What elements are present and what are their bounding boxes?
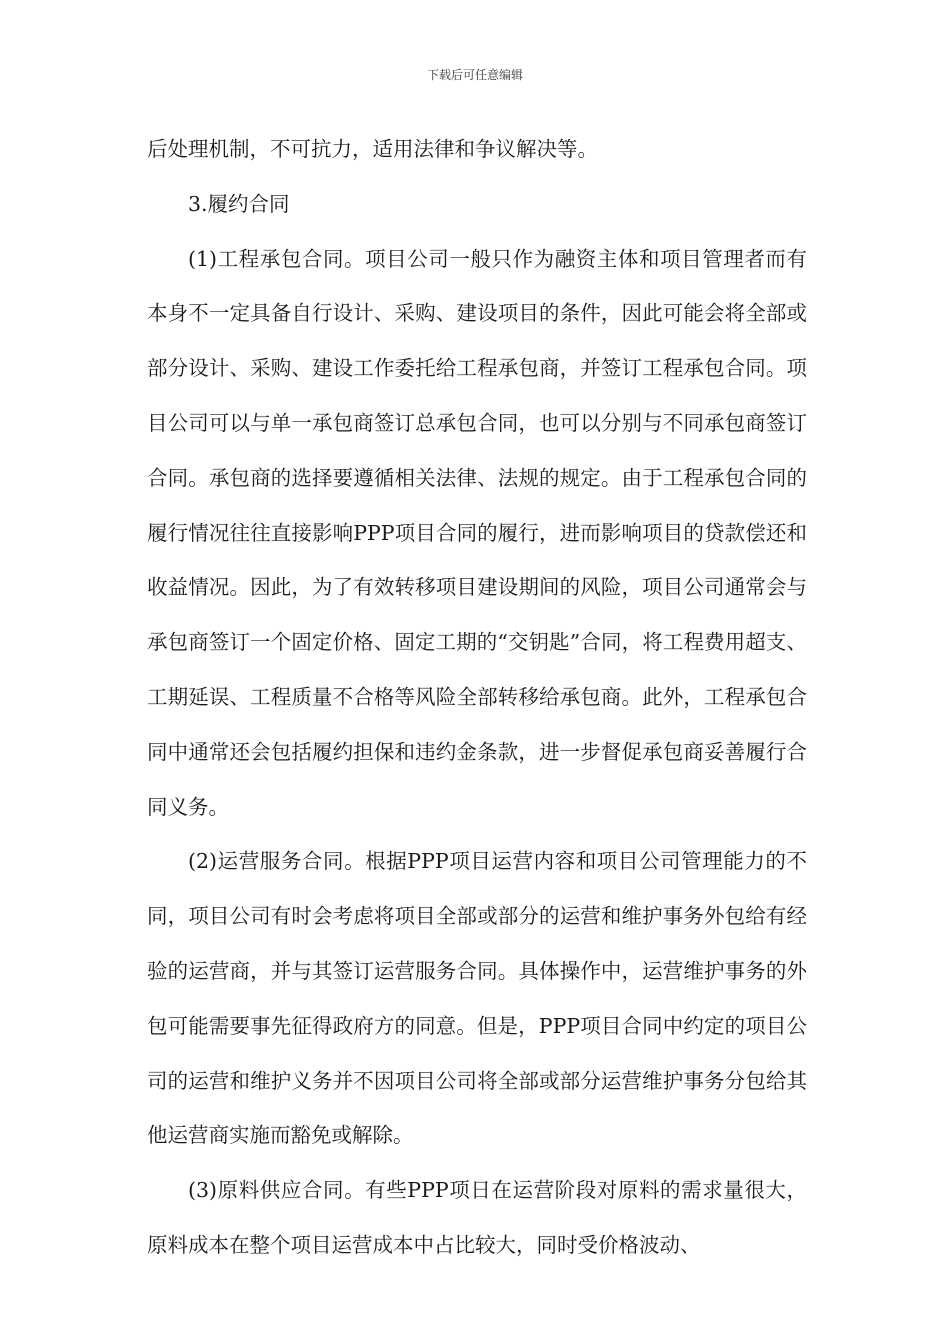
paragraph: (1)工程承包合同。项目公司一般只作为融资主体和项目管理者而有本身不一定具备自行设计、采购、建设项目的条件，因此可能会将全部或部分设计、采购、建设工作委托给工程承包商，并签订工程承包合同。项目公司可以与单一承包商签订总承包合同，也可以分别与不同承包商签订合同。承包商的选择要遵循相关法律、法规的规定。由于工程承包合同的履行情况往往直接影响PPP项目合同的履行，进而影响项目的贷款偿还和收益情况。因此，为了有效转移项目建设期间的风险，项目公司通常会与承包商签订一个固定价格、固定工期的“交钥匙”合同，将工程费用超支、工期延误、工程质量不合格等风险全部转移给承包商。此外，工程承包合同中通常还会包括履约担保和违约金条款，进一步督促承包商妥善履行合同义务。 [147,246,807,819]
paragraph: (2)运营服务合同。根据PPP项目运营内容和项目公司管理能力的不同，项目公司有时会考虑将项目全部或部分的运营和维护事务外包给有经验的运营商，并与其签订运营服务合同。具体操作中，运营维护事务的外包可能需要事先征得政府方的同意。但是，PPP项目合同中约定的项目公司的运营和维护义务并不因项目公司将全部或部分运营维护事务分包给其他运营商实施而豁免或解除。 [147,849,807,1148]
section-heading: 3.履约合同 [188,191,290,216]
paragraph: (3)原料供应合同。有些PPP项日在运营阶段对原料的需求量很大，原料成本在整个项目运营成本中占比较大，同时受价格波动、 [147,1178,807,1257]
page-header: 下载后可任意编辑 [426,68,523,82]
paragraph: 后处理机制，不可抗力，适用法律和争议解决等。 [147,137,598,161]
document-body [147,122,807,1273]
